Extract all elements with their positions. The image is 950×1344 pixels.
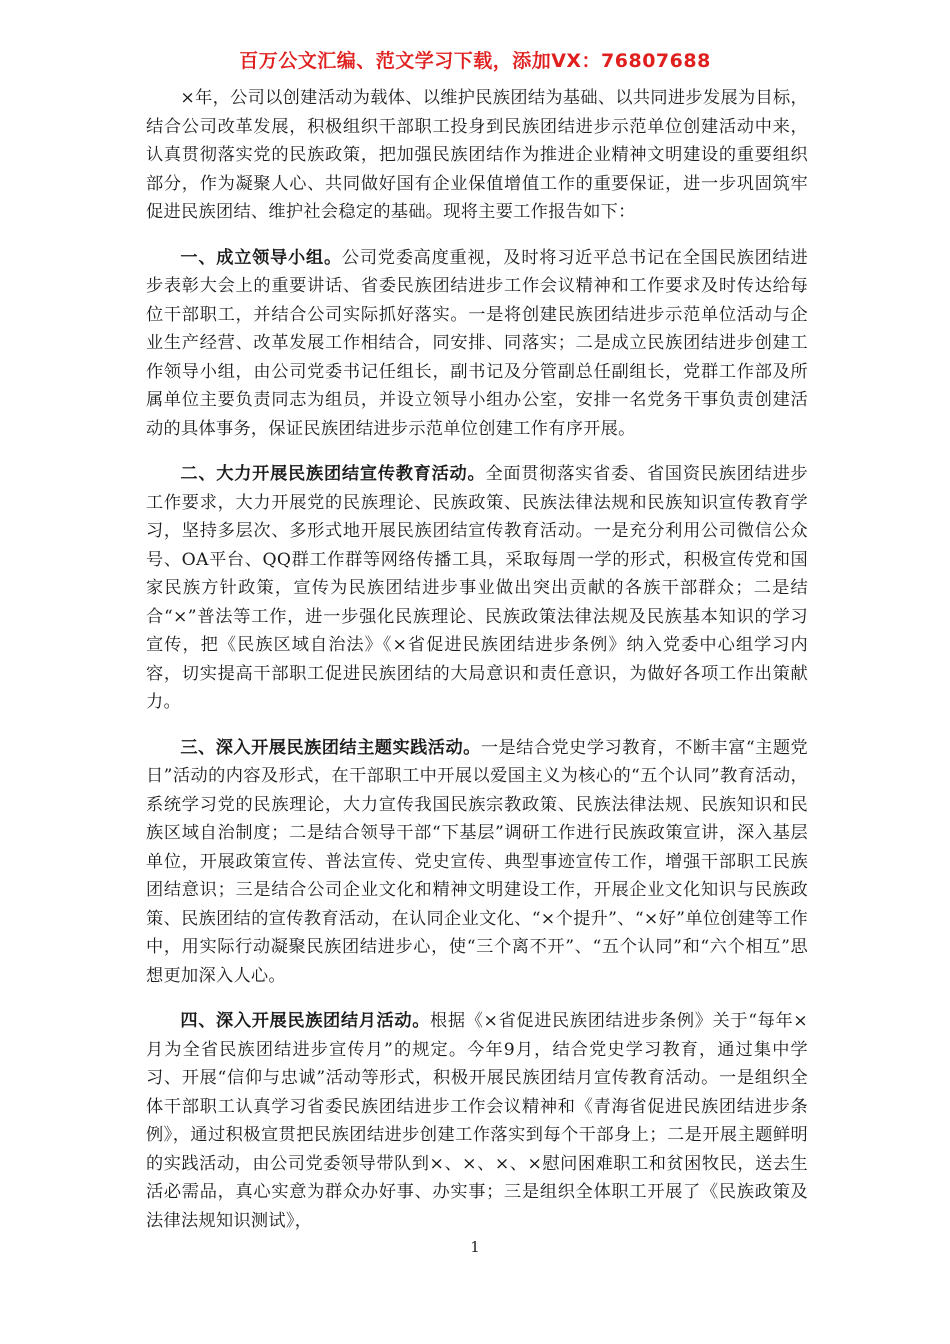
section-3-body: 一是结合党史学习教育，不断丰富“主题党日”活动的内容及形式，在干部职工中开展以爱国主义为核心的“五个认同”教育活动，系统学习党的民族理论，大力宣传我国民族宗教政策、民族法律法规、民族知识和民族区域自治制度；二是结合领导干部“下基层”调研工作进行民族政策宣讲，深入基层单位，开展政策宣传、普法宣传、党史宣传、典型事迹宣传工作，增强干部职工民族团结意识；三是结合公司企业文化和精神文明建设工作，开展企业文化知识与民族政策、民族团结的宣传教育活动，在认同企业文化、“×个提升”、“×好”单位创建等工作中，用实际行动凝聚民族团结进步心，使“三个离不开”、“五个认同”和“六个相互”思想更加深入人心。 bbox=[146, 737, 808, 986]
section-1-paragraph bbox=[146, 244, 808, 444]
section-4-paragraph bbox=[146, 1007, 808, 1235]
section-4-body: 根据《×省促进民族团结进步条例》关于“每年×月为全省民族团结进步宣传月”的规定。今年9月，结合党史学习教育，通过集中学习、开展“信仰与忠诚”活动等形式，积极开展民族团结月宣传教育活动。一是组织全体干部职工认真学习省委民族团结进步工作会议精神和《青海省促进民族团结进步条例》，通过积极宣贯把民族团结进步创建工作落实到每个干部身上；二是开展主题鲜明的实践活动，由公司党委领导带队到×、×、×、×慰问困难职工和贫困牧民，送去生活必需品，真心实意为群众办好事、办实事；三是组织全体职工开展了《民族政策及法律法规知识测试》， bbox=[146, 1011, 808, 1231]
section-1-body: 公司党委高度重视，及时将习近平总书记在全国民族团结进步表彰大会上的重要讲话、省委民族团结进步工作会议精神和工作要求及时传达给每位干部职工，并结合公司实际抓好落实。一是将创建民族团结进步示范单位活动与企业生产经营、改革发展工作相结合，同安排、同落实；二是成立民族团结进步创建工作领导小组，由公司党委书记任组长，副书记及分管副总任副组长，党群工作部及所属单位主要负责同志为组员，并设立领导小组办公室，安排一名党务干事负责创建活动的具体事务，保证民族团结进步示范单位创建工作有序开展。 bbox=[146, 247, 808, 439]
watermark-header: 百万公文汇编、范文学习下载，添加VX：76807688 bbox=[239, 50, 711, 72]
section-3-heading: 三、深入开展民族团结主题实践活动。 bbox=[180, 737, 481, 758]
section-2-heading: 二、大力开展民族团结宣传教育活动。 bbox=[180, 464, 486, 484]
document-body bbox=[146, 84, 808, 1252]
section-2-paragraph bbox=[146, 460, 808, 717]
section-3-paragraph bbox=[146, 734, 808, 991]
intro-paragraph bbox=[146, 84, 808, 227]
section-1-heading: 一、成立领导小组。 bbox=[180, 247, 342, 268]
section-2-body: 全面贯彻落实省委、省国资民族团结进步工作要求，大力开展党的民族理论、民族政策、民族法律法规和民族知识宣传教育学习，坚持多层次、多形式地开展民族团结宣传教育活动。一是充分利用公司微信公众号、OA平台、QQ群工作群等网络传播工具，采取每周一学的形式，积极宣传党和国家民族方针政策，宣传为民族团结进步事业做出突出贡献的各族干部群众；二是结合“×”普法等工作，进一步强化民族理论、民族政策法律法规及民族基本知识的学习宣传，把《民族区域自治法》《×省促进民族团结进步条例》纳入党委中心组学习内容，切实提高干部职工促进民族团结的大局意识和责任意识，为做好各项工作出策献力。 bbox=[146, 464, 808, 712]
paragraph-body: ×年，公司以创建活动为载体、以维护民族团结为基础、以共同进步发展为目标，结合公司改革发展，积极组织干部职工投身到民族团结进步示范单位创建活动中来，认真贯彻落实党的民族政策，把加强民族团结作为推进企业精神文明建设的重要组织部分，作为凝聚人心、共同做好国有企业保值增值工作的重要保证，进一步巩固筑牢促进民族团结、维护社会稳定的基础。现将主要工作报告如下： bbox=[146, 88, 808, 222]
page-number: 1 bbox=[470, 1238, 480, 1256]
section-4-heading: 四、深入开展民族团结月活动。 bbox=[180, 1011, 431, 1031]
